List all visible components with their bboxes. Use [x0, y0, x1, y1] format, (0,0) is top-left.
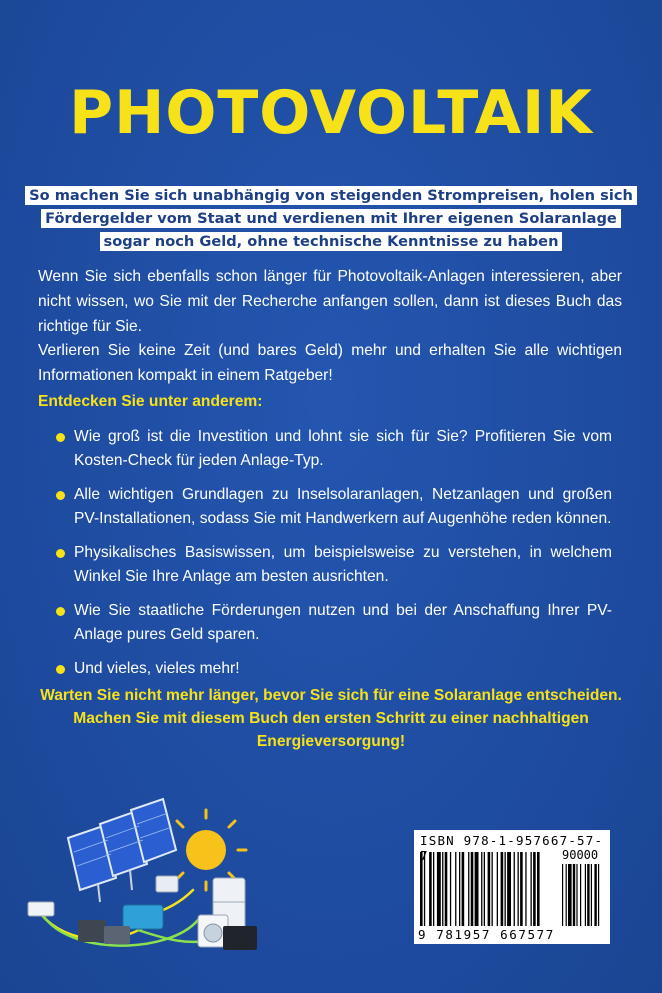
- list-item-text: Physikalisches Basiswissen, um beispielsweise zu verstehen, in welchem Winkel Sie Ihre Anlage am besten ausrichten.: [74, 544, 612, 585]
- discover-heading: Entdecken Sie unter anderem:: [38, 393, 263, 410]
- yellow-dot-icon: [56, 433, 65, 442]
- intro-paragraph-2: Verlieren Sie keine Zeit (und bares Geld) mehr und erhalten Sie alle wichtigen Informationen kompakt in einem Ratgeber!: [38, 342, 622, 384]
- closing-call-to-action: Warten Sie nicht mehr länger, bevor Sie sich für eine Solaranlage entscheiden. Machen Sie mit diesem Buch den ersten Schritt zu einer nachhaltigen Energieversorgung!: [40, 687, 622, 750]
- list-item: [56, 483, 612, 531]
- yellow-dot-icon: [56, 549, 65, 558]
- subtitle-highlight: So machen Sie sich unabhängig von steigenden Strompreisen, holen sich Fördergelder vom Staat und verdienen mit Ihrer eigenen Solaranlage sogar noch Geld, ohne technische Kenntnisse zu haben: [25, 186, 637, 251]
- list-item: [56, 425, 612, 473]
- yellow-dot-icon: [56, 665, 65, 674]
- list-item: [56, 657, 612, 681]
- list-item-text: Wie Sie staatliche Förderungen nutzen und bei der Anschaffung Ihrer PV-Anlage pures Geld sparen.: [74, 602, 612, 643]
- list-item-text: Alle wichtigen Grundlagen zu Inselsolaranlagen, Netzanlagen und großen PV-Installationen, sodass Sie mit Handwerkern auf Augenhöhe reden können.: [74, 486, 612, 527]
- book-subtitle: [20, 184, 642, 253]
- isbn-barcode: [414, 830, 610, 944]
- ean-number: 9 781957 667577: [418, 927, 555, 942]
- yellow-dot-icon: [56, 491, 65, 500]
- book-title: PHOTOVOLTAIK: [69, 78, 593, 148]
- list-item: [56, 599, 612, 647]
- isbn-number: ISBN 978-1-957667-57-7: [420, 833, 604, 863]
- intro-paragraph-1: Wenn Sie sich ebenfalls schon länger für Photovoltaik-Anlagen interessieren, aber nicht wissen, wo Sie mit der Recherche anfangen sollen, dann ist dieses Buch das richtige für Sie.: [38, 268, 622, 335]
- list-item-text: Wie groß ist die Investition und lohnt sie sich für Sie? Profitieren Sie vom Kosten-Check für jeden Anlage-Typ.: [74, 428, 612, 469]
- solar-system-illustration-icon: [18, 790, 268, 970]
- list-item-text: Und vieles, vieles mehr!: [74, 660, 240, 677]
- feature-list: [56, 425, 612, 691]
- price-code: 90000: [562, 848, 599, 862]
- list-item: [56, 541, 612, 589]
- yellow-dot-icon: [56, 607, 65, 616]
